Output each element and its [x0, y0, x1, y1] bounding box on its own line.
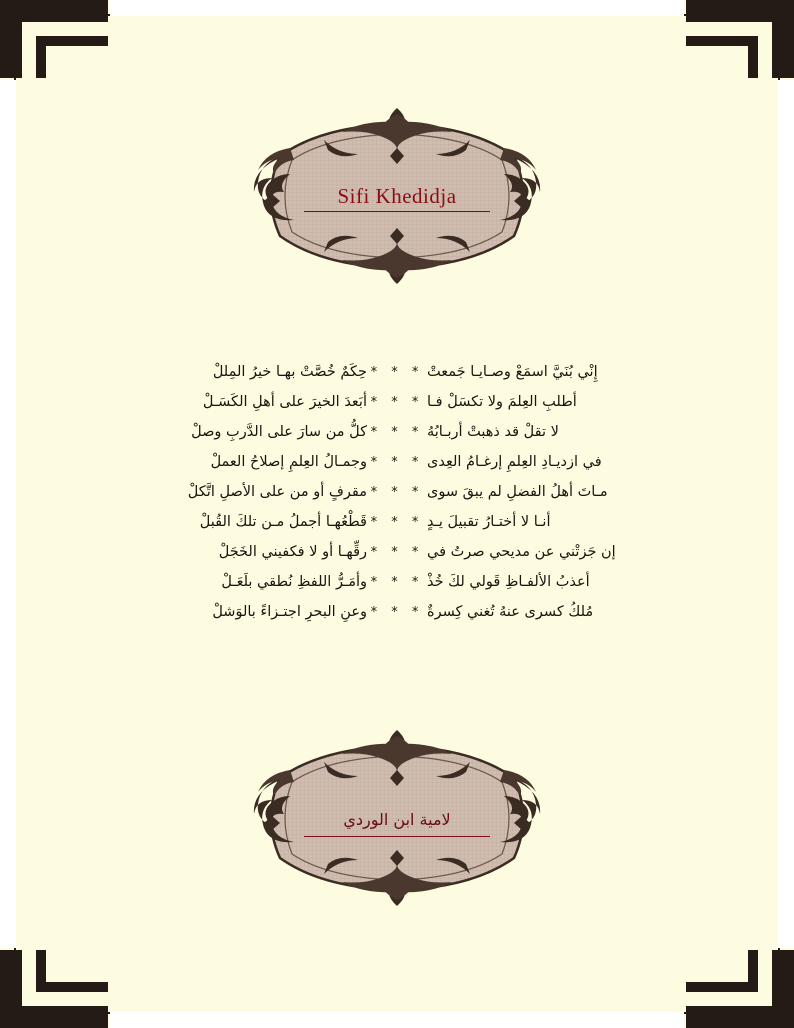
verse-hemistich-second: وعنِ البحرِ اجتـزاءً بالوَشلْ	[212, 604, 367, 620]
verse-separator: * * *	[370, 545, 424, 560]
verse-hemistich-second: وجمـالُ العِلمِ إصلاحُ العملْ	[210, 454, 367, 470]
verse-hemistich-first: أنـا لا أختـارُ تقبيلَ يـدٍ	[427, 514, 551, 530]
corner-ornament-bottom-left	[0, 950, 108, 1028]
verse-row	[0, 544, 794, 574]
verse-hemistich-second: حِكَمٌ خُصَّتْ بهـا خيرُ المِللْ	[212, 364, 367, 380]
verse-hemistich-first: أطلبِ العِلمَ ولا تكسَلْ فـا	[427, 394, 577, 410]
verse-separator: * * *	[370, 605, 424, 620]
title-underline-top	[304, 211, 490, 212]
title-cartouche-bottom	[232, 718, 562, 918]
verse-row	[0, 514, 794, 544]
border-gap-bottom	[110, 1012, 684, 1028]
verse-hemistich-first: إِنْي بُنَيَّ اسمَعْ وصـايـا جَمعتْ	[427, 364, 598, 380]
verse-hemistich-first: في ازديـادِ العِلمِ إرغـامُ العِدى	[427, 454, 602, 470]
corner-ornament-top-right	[686, 0, 794, 78]
verse-hemistich-second: وأمَـرُّ اللفظِ نُطقي بلَعَـلْ	[221, 574, 367, 590]
corner-ornament-top-left	[0, 0, 108, 78]
verse-row	[0, 364, 794, 394]
border-gap-top	[110, 0, 684, 16]
verse-separator: * * *	[370, 515, 424, 530]
verse-separator: * * *	[370, 575, 424, 590]
page-title-bottom: لامية ابن الوردي	[343, 810, 451, 829]
verse-hemistich-first: مـاتَ أهلُ الفضلِ لم يبقَ سوى	[427, 484, 608, 500]
verse-row	[0, 394, 794, 424]
verse-row	[0, 574, 794, 604]
verse-hemistich-second: أبَعدَ الخيرَ على أهلِ الكَسَـلْ	[202, 394, 367, 410]
verse-row	[0, 424, 794, 454]
verse-hemistich-first: أعذبُ الألفـاظِ قَولي لكَ خُذْ	[427, 574, 590, 590]
verse-hemistich-first: لا تقلْ قد ذهبتْ أربـابُهُ	[427, 424, 559, 440]
verse-separator: * * *	[370, 395, 424, 410]
verse-separator: * * *	[370, 425, 424, 440]
poem-body	[0, 364, 794, 634]
verse-row	[0, 454, 794, 484]
verse-separator: * * *	[370, 365, 424, 380]
verse-hemistich-second: رقِّهـا أو لا فكفيني الخَجَلْ	[218, 544, 367, 560]
page-title-top: Sifi Khedidja	[337, 184, 457, 208]
verse-hemistich-second: مقرفٍ أو من على الأصلِ اتَّكلْ	[187, 484, 367, 500]
verse-hemistich-first: مُلكُ كسرى عنهُ تُغني كِسرةٌ	[427, 604, 594, 620]
corner-ornament-bottom-right	[686, 950, 794, 1028]
verse-separator: * * *	[370, 485, 424, 500]
verse-row	[0, 604, 794, 634]
verse-hemistich-first: إن جَزتْني عن مديحي صرتُ في	[427, 544, 616, 560]
verse-separator: * * *	[370, 455, 424, 470]
verse-hemistich-second: قَطْعُهـا أجملُ مـن تلكَ القُبلْ	[199, 514, 367, 530]
title-underline-bottom	[304, 836, 490, 837]
verse-hemistich-second: كلُّ من سارَ على الدَّربِ وصلْ	[191, 424, 367, 440]
verse-row	[0, 484, 794, 514]
title-cartouche-top	[232, 96, 562, 296]
